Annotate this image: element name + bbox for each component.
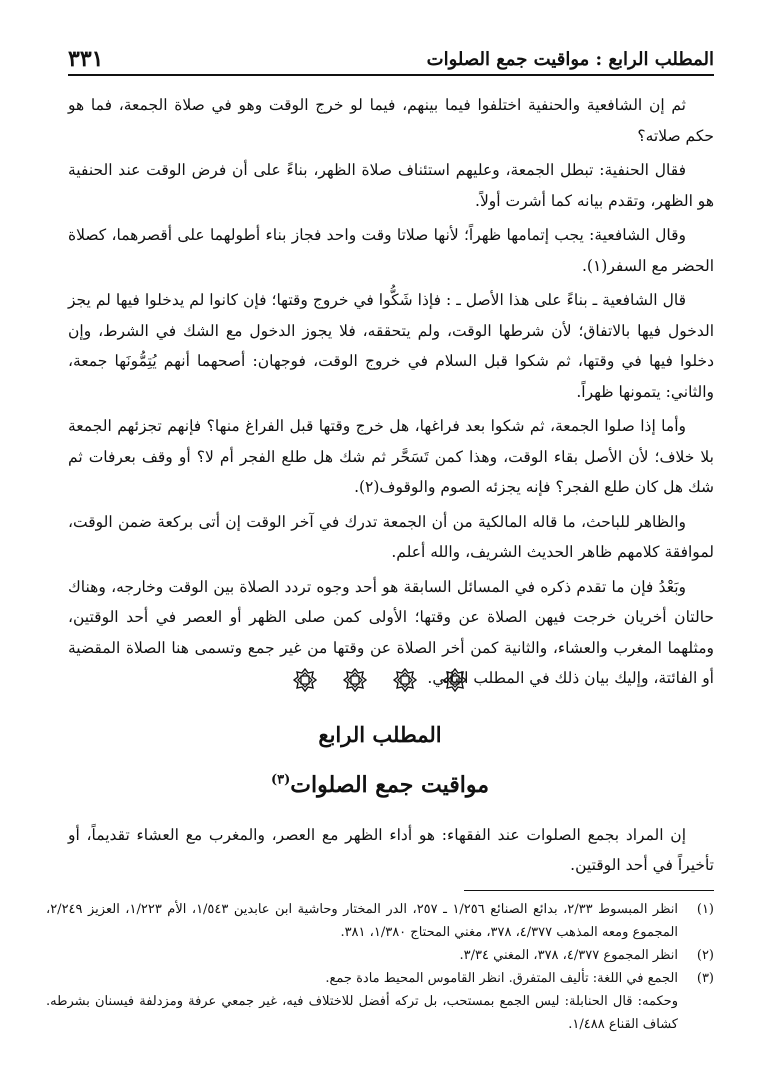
ornament-icon <box>393 668 417 692</box>
ornament-icon <box>443 668 467 692</box>
footnote-continuation: وحكمه: قال الحنابلة: ليس الجمع بمستحب، بل تركه أفضل للاختلاف فيه، غير جمعي عرفة ومزدلفة فيسنان بشرطه. كشاف القناع ١/٤٨٨. <box>46 994 678 1032</box>
section-title: المطلب الرابع <box>318 722 442 747</box>
footnote-text: الجمع في اللغة: تأليف المتفرق. انظر القاموس المحيط مادة جمع. <box>325 971 678 986</box>
paragraph: ثم إن الشافعية والحنفية اختلفوا فيما بينهم، فيما لو خرج الوقت وهو في صلاة الجمعة، فما هو حكم صلاته؟ <box>68 96 714 145</box>
footnote-key: (٣) <box>696 971 714 986</box>
ornament-icon <box>343 668 367 692</box>
footnote <box>46 898 714 944</box>
paragraph: وبَعْدُ فإن ما تقدم ذكره في المسائل السابقة هو أحد وجوه تردد الصلاة بين الوقت وخارجه، وهناك حالتان أخريان خرجت فيهن الصلاة عن وقتها؛ الأولى كمن صلى الظهر أو العصر في أحد الوقتين، ومثلهما المغرب والعشاء، والثانية كمن أخر الصلاة عن وقتها من غير جمع وتسمى هنا الصلاة المقضية أو الفائتة، وإليك بيان ذلك في المطلب التالي. <box>68 577 714 687</box>
subtitle-text: مواقيت جمع الصلوات <box>290 772 490 798</box>
section-intro <box>68 820 714 880</box>
footnote-key: (١) <box>696 902 714 917</box>
paragraph: فقال الحنفية: تبطل الجمعة، وعليهم استئناف صلاة الظهر، بناءً على أن فرض الوقت عند الحنفية هو الظهر، وتقدم بيانه كما أشرت أولاً. <box>68 161 714 210</box>
footnote <box>46 967 714 990</box>
footnotes <box>46 898 714 1036</box>
paragraph: وأما إذا صلوا الجمعة، ثم شكوا بعد فراغها، هل خرج وقتها قبل الفراغ منها؟ فإنهم تجزئهم الجمعة بلا خلاف؛ لأن الأصل بقاء الوقت، وهذا كمن تَسَحَّر ثم شك هل طلع الفجر أم لا؟ أو وقف بعرفات ثم شك هل كان طلع الفجر؟ فإنه يجزئه الصوم والوقوف(٢). <box>68 417 714 496</box>
footnote-rule <box>464 890 714 891</box>
paragraph: والظاهر للباحث، ما قاله المالكية من أن الجمعة تدرك في آخر الوقت إن أتى بركعة ضمن الوقت، لموافقة كلامهم ظاهر الحديث الشريف، والله أعلم. <box>68 512 714 561</box>
footnote-ref: (٣) <box>270 772 291 788</box>
header-title: المطلب الرابع : مواقيت جمع الصلوات <box>426 49 714 70</box>
footnote-text: انظر المبسوط ٢/٣٣، بدائع الصنائع ١/٢٥٦ ـ ٢٥٧، الدر المختار وحاشية ابن عابدين ١/٥٤٣، الأم ١/٢٢٣، العزيز ٢/٢٤٩، المجموع ومعه المذهب ٤/٣٧٧، ٣٧٨، مغني المحتاج ١/٣٨٠، ٣٨١. <box>46 902 678 940</box>
paragraph: وقال الشافعية: يجب إتمامها ظهراً؛ لأنها صلاتا وقت واحد فجاز بناء أطولهما على أقصرهما، كصلاة الحضر مع السفر(١). <box>68 226 714 275</box>
page-number: ٣٣١ <box>68 46 104 72</box>
footnote-text: انظر المجموع ٤/٣٧٧، ٣٧٨، المغني ٣/٣٤. <box>459 948 678 963</box>
running-header <box>68 38 714 76</box>
paragraph: قال الشافعية ـ بناءً على هذا الأصل ـ : فإذا شَكُّوا في خروج وقتها؛ فإن كانوا لم يدخلوا فيها لم يجز الدخول فيها بالاتفاق؛ لأن شرطها الوقت، ولم يتحققه، فلا يجوز الدخول مع الشك في الشرط، وإن دخلوا فيها في وقتها، ثم شكوا قبل السلام في خروج الوقت، فوجهان: أصحهما أنهم يُتِمُّونَها جمعة، والثاني: يتمونها ظهراً. <box>68 291 714 401</box>
main-text <box>68 90 714 698</box>
ornament-divider <box>0 668 760 692</box>
section-subtitle <box>0 772 760 798</box>
ornament-icon <box>293 668 317 692</box>
footnote-key: (٢) <box>696 948 714 963</box>
paragraph: إن المراد بجمع الصلوات عند الفقهاء: هو أداء الظهر مع العصر، والمغرب مع العشاء تقديماً، أو تأخيراً في أحد الوقتين. <box>68 826 714 874</box>
footnote <box>46 944 714 967</box>
